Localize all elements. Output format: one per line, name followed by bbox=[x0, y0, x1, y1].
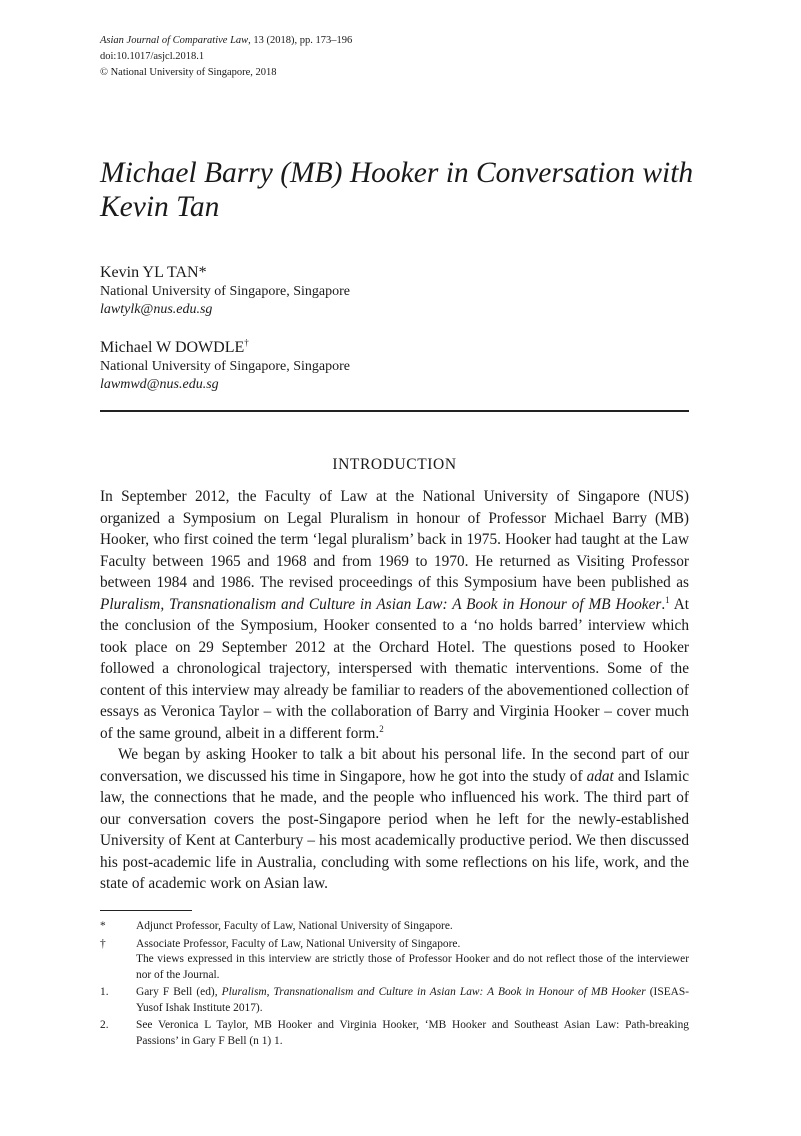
book-title: Pluralism, Transnationalism and Culture in Asian Law: A Book in Honour of MB Hooker bbox=[100, 595, 662, 613]
footnote-ref[interactable]: 1 bbox=[665, 594, 670, 605]
footnote-disclaimer: The views expressed in this interview are strictly those of Professor Hooker and do not reflect those of the interviewer nor of the Journal. bbox=[136, 953, 689, 981]
footnote-mark: 2. bbox=[100, 1019, 109, 1031]
footnote-divider bbox=[100, 910, 192, 911]
doi-line: doi:10.1017/asjcl.2018.1 bbox=[100, 51, 205, 62]
italic-term: adat bbox=[586, 767, 614, 785]
author-affiliation: National University of Singapore, Singapore bbox=[100, 359, 351, 374]
author-footnote-mark: † bbox=[244, 337, 249, 348]
author-block-1 bbox=[100, 263, 350, 319]
footnote-text: Associate Professor, Faculty of Law, National University of Singapore. The views expressed in this interview are strictly those of Professor Hooker and do not reflect those of the interviewer nor of the Journal. bbox=[136, 937, 689, 984]
journal-name: Asian Journal of Comparative Law bbox=[100, 35, 249, 46]
author-footnote-mark: * bbox=[198, 264, 207, 281]
section-heading: INTRODUCTION bbox=[332, 456, 457, 473]
article-body bbox=[100, 486, 689, 895]
author-name: Michael W DOWDLE† bbox=[100, 337, 249, 356]
journal-metadata bbox=[100, 33, 352, 81]
footnote bbox=[100, 919, 689, 935]
footnote-ref[interactable]: 2 bbox=[379, 723, 384, 734]
journal-citation bbox=[100, 33, 352, 49]
footnote-text: Gary F Bell (ed), Pluralism, Transnationalism and Culture in Asian Law: A Book in Honour of MB Hooker (ISEAS-Yusof Ishak Institute 2017). bbox=[136, 986, 690, 1014]
paragraph: We began by asking Hooker to talk a bit about his personal life. In the second part of our conversation, we discussed his time in Singapore, how he got into the study of adat and Islamic law, the connections that he made, and the people who influenced his work. The third part of our conversation covers the post-Singapore period when he left for the newly-established University of Kent at Canterbury – his most academically productive period. We then discussed his post-academic life in Australia, concluding with some reflections on his life, work, and the state of academic work on Asian law. bbox=[100, 746, 689, 892]
copyright-line: © National University of Singapore, 2018 bbox=[100, 67, 277, 78]
author-name: Kevin YL TAN* bbox=[100, 264, 207, 281]
author-email[interactable]: lawtylk@nus.edu.sg bbox=[100, 302, 213, 317]
footnote-mark: 1. bbox=[100, 986, 109, 998]
journal-volume-pages: , 13 (2018), pp. 173–196 bbox=[248, 35, 353, 46]
footnote-text: See Veronica L Taylor, MB Hooker and Virginia Hooker, ‘MB Hooker and Southeast Asian Law: Path-breaking Passions’ in Gary F Bell (n 1) 1. bbox=[136, 1019, 689, 1047]
paragraph: In September 2012, the Faculty of Law at the National University of Singapore (NUS) organized a Symposium on Legal Pluralism in honour of Professor Michael Barry (MB) Hooker, who first coined the term ‘legal pluralism’ back in 1975. Hooker had taught at the Law Faculty between 1965 and 1968 and from 1969 to 1970. He returned as Visiting Professor between 1984 and 1986. The revised proceedings of this Symposium have been published as Pluralism, Transnationalism and Culture in Asian Law: A Book in Honour of MB Hooker.$^1$ At the conclusion of the Symposium, Hooker consented to a ‘no holds barred’ interview which took place on 29 September 2012 at the Orchard Hotel. The questions posed to Hooker followed a chronological trajectory, interspersed with thematic interventions. Some of the content of this interview may already be familiar to readers of the abovementioned collection of essays as Veronica Taylor – with the collaboration of Barry and Virginia Hooker – cover much of the same ground, albeit in a different form.$^2$ bbox=[100, 488, 689, 742]
footnote-text: Adjunct Professor, Faculty of Law, National University of Singapore. bbox=[136, 920, 453, 932]
article-title: Michael Barry (MB) Hooker in Conversation with Kevin Tan bbox=[100, 157, 694, 223]
footnotes bbox=[100, 919, 689, 1051]
footnote-mark: † bbox=[100, 937, 106, 950]
footnote bbox=[100, 985, 689, 1016]
author-email[interactable]: lawmwd@nus.edu.sg bbox=[100, 377, 219, 392]
footnote-mark: * bbox=[100, 920, 106, 932]
title-divider bbox=[100, 410, 689, 412]
footnote bbox=[100, 937, 689, 984]
footnote bbox=[100, 1018, 689, 1049]
author-block-2 bbox=[100, 338, 350, 394]
author-affiliation: National University of Singapore, Singapore bbox=[100, 284, 351, 299]
